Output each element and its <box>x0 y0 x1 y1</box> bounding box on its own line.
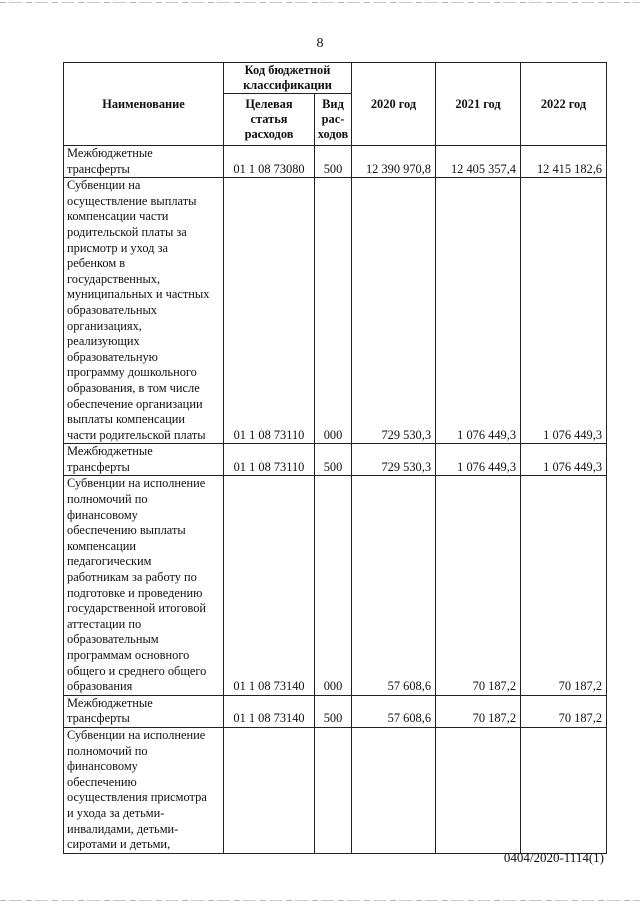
cell-2020: 729 530,3 <box>352 444 436 476</box>
scan-artifact-top <box>0 2 640 3</box>
table-row <box>64 695 607 727</box>
cell-expense-type <box>315 727 352 853</box>
header-expense-type: Вид рас- ходов <box>315 94 352 146</box>
document-code: 0404/2020-1114(1) <box>503 850 604 865</box>
scan-artifact-bottom <box>0 900 640 901</box>
cell-2022: 12 415 182,6 <box>521 146 607 178</box>
header-year-2022: 2022 год <box>521 63 607 146</box>
cell-target-article: 01 1 08 73110 <box>224 178 315 444</box>
table-row <box>64 146 607 178</box>
header-name: Наименование <box>64 63 224 146</box>
table-header <box>64 63 607 146</box>
header-target-article: Целевая статья расходов <box>224 94 315 146</box>
cell-target-article: 01 1 08 73140 <box>224 476 315 695</box>
cell-expense-type: 500 <box>315 695 352 727</box>
cell-2020: 57 608,6 <box>352 695 436 727</box>
cell-2022: 1 076 449,3 <box>521 178 607 444</box>
cell-2021: 1 076 449,3 <box>436 444 521 476</box>
cell-target-article <box>224 727 315 853</box>
cell-expense-type: 500 <box>315 444 352 476</box>
cell-2021: 70 187,2 <box>436 695 521 727</box>
cell-2022: 70 187,2 <box>521 476 607 695</box>
cell-name: Субвенции на осуществление выплаты компенсации части родительской платы за присмотр и уход за ребенком в государственных, муниципальных и частных образовательных организациях, реализующих образовательную программу дошкольного образования, в том числе обеспечение организации выплаты компенсации части родительской платы <box>64 178 224 444</box>
cell-2022 <box>521 727 607 853</box>
cell-2021: 70 187,2 <box>436 476 521 695</box>
cell-2021: 1 076 449,3 <box>436 178 521 444</box>
cell-2020: 12 390 970,8 <box>352 146 436 178</box>
cell-2021: 12 405 357,4 <box>436 146 521 178</box>
cell-2022: 1 076 449,3 <box>521 444 607 476</box>
cell-expense-type: 500 <box>315 146 352 178</box>
cell-2020: 57 608,6 <box>352 476 436 695</box>
cell-name: Межбюджетные трансферты <box>64 146 224 178</box>
cell-name: Субвенции на исполнение полномочий по финансовому обеспечению выплаты компенсации педагогическим работникам за работу по подготовке и проведению государственной итоговой аттестации по образовательным программам основного общего и среднего общего образования <box>64 476 224 695</box>
cell-2022: 70 187,2 <box>521 695 607 727</box>
cell-2020 <box>352 727 436 853</box>
budget-table <box>63 62 607 854</box>
page-number: 8 <box>316 36 324 51</box>
cell-2021 <box>436 727 521 853</box>
table-row <box>64 178 607 444</box>
cell-target-article: 01 1 08 73110 <box>224 444 315 476</box>
table-row <box>64 444 607 476</box>
table-row <box>64 476 607 695</box>
cell-expense-type: 000 <box>315 178 352 444</box>
header-year-2021: 2021 год <box>436 63 521 146</box>
header-budget-code: Код бюджетной классификации <box>224 63 352 94</box>
cell-name: Межбюджетные трансферты <box>64 695 224 727</box>
cell-name: Субвенции на исполнение полномочий по финансовому обеспечению осуществления присмотра и ухода за детьми- инвалидами, детьми- сиротами и детьми, <box>64 727 224 853</box>
cell-target-article: 01 1 08 73140 <box>224 695 315 727</box>
cell-expense-type: 000 <box>315 476 352 695</box>
header-year-2020: 2020 год <box>352 63 436 146</box>
cell-target-article: 01 1 08 73080 <box>224 146 315 178</box>
cell-name: Межбюджетные трансферты <box>64 444 224 476</box>
table-body <box>64 146 607 854</box>
cell-2020: 729 530,3 <box>352 178 436 444</box>
table-row <box>64 727 607 853</box>
